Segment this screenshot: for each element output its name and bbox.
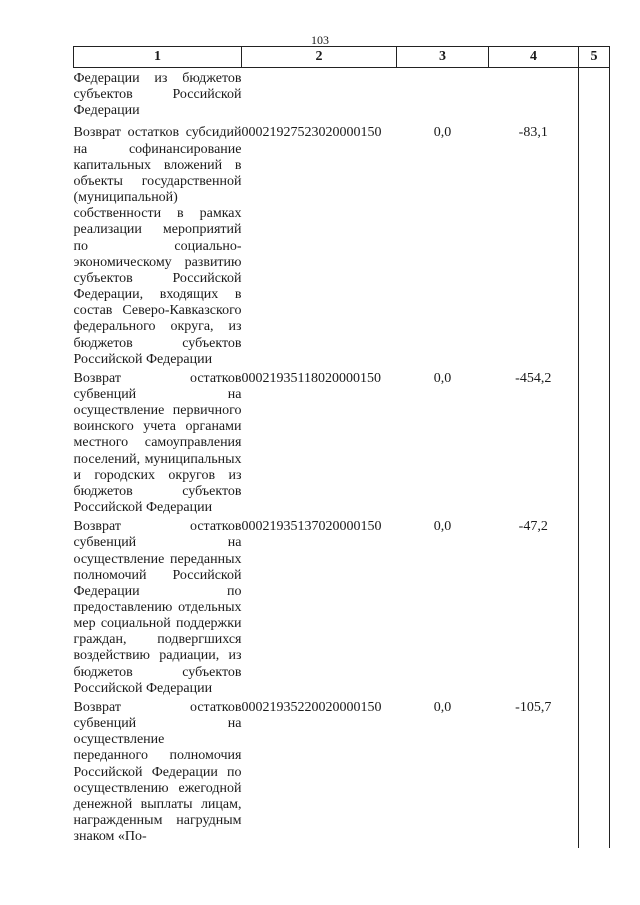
- table-row-continuation: [74, 68, 610, 126]
- row-code: 00021935220020000150: [241, 699, 382, 715]
- row-col5: [579, 700, 610, 848]
- page-number: 103: [311, 33, 329, 47]
- row-col3-value: 0,0: [433, 519, 452, 535]
- row-description: Федерации из бюджетов субъектов Российской Федерации: [73, 71, 242, 119]
- row-col4-value: -105,7: [515, 699, 552, 715]
- row-col5: [579, 519, 610, 700]
- row-col4-empty: [489, 68, 579, 126]
- table-row: [74, 125, 610, 370]
- row-description: Возврат остатков субвенций на осуществление переданных полномочий Российской Федерации по предоставлению отдельных мер социальной поддержки граждан, подвергшихся воздействию радиации, из бюджетов субъектов Российской Федерации: [73, 519, 242, 696]
- row-col4-value: -47,2: [518, 519, 548, 535]
- row-col3-value: 0,0: [433, 125, 452, 141]
- header-col-5: 5: [579, 47, 610, 68]
- row-description: Возврат остатков субвенций на осуществление первичного воинского учета органами местного самоуправления поселений, муниципальных и городских округов из бюджетов субъектов Российской Федерации: [73, 370, 242, 516]
- table-row: [74, 519, 610, 700]
- row-code: 00021935118020000150: [241, 370, 381, 386]
- row-col3-value: 0,0: [433, 699, 452, 715]
- header-col-1: 1: [74, 47, 242, 68]
- header-col-2: 2: [242, 47, 397, 68]
- row-col5: [579, 68, 610, 126]
- budget-table: [73, 46, 610, 848]
- row-col5: [579, 371, 610, 519]
- table-header: [74, 47, 610, 68]
- row-code-empty: [242, 68, 397, 126]
- row-description: Возврат остатков субсидий на софинансирование капитальных вложений в объекты государственной (муниципальной) собственности в рамках реализации мероприятий по социально-экономическому развитию субъектов Российской Федерации, входящих в состав Северо-Кавказского федерального округа, из бюджетов субъектов Российской Федерации: [73, 125, 242, 367]
- row-col5: [579, 125, 610, 370]
- table-row: [74, 700, 610, 848]
- row-col3-empty: [397, 68, 489, 126]
- row-description: Возврат остатков субвенций на осуществление переданного полномочия Российской Федерации по осуществлению ежегодной денежной выплаты лицам, награжденным нагрудным знаком «По-: [73, 699, 242, 845]
- header-col-4: 4: [489, 47, 579, 68]
- header-col-3: 3: [397, 47, 489, 68]
- row-col4-value: -83,1: [518, 125, 548, 141]
- table-row: [74, 371, 610, 519]
- row-code: 00021935137020000150: [241, 519, 382, 535]
- row-code: 00021927523020000150: [241, 125, 382, 141]
- row-col4-value: -454,2: [515, 370, 552, 386]
- row-col3-value: 0,0: [433, 370, 452, 386]
